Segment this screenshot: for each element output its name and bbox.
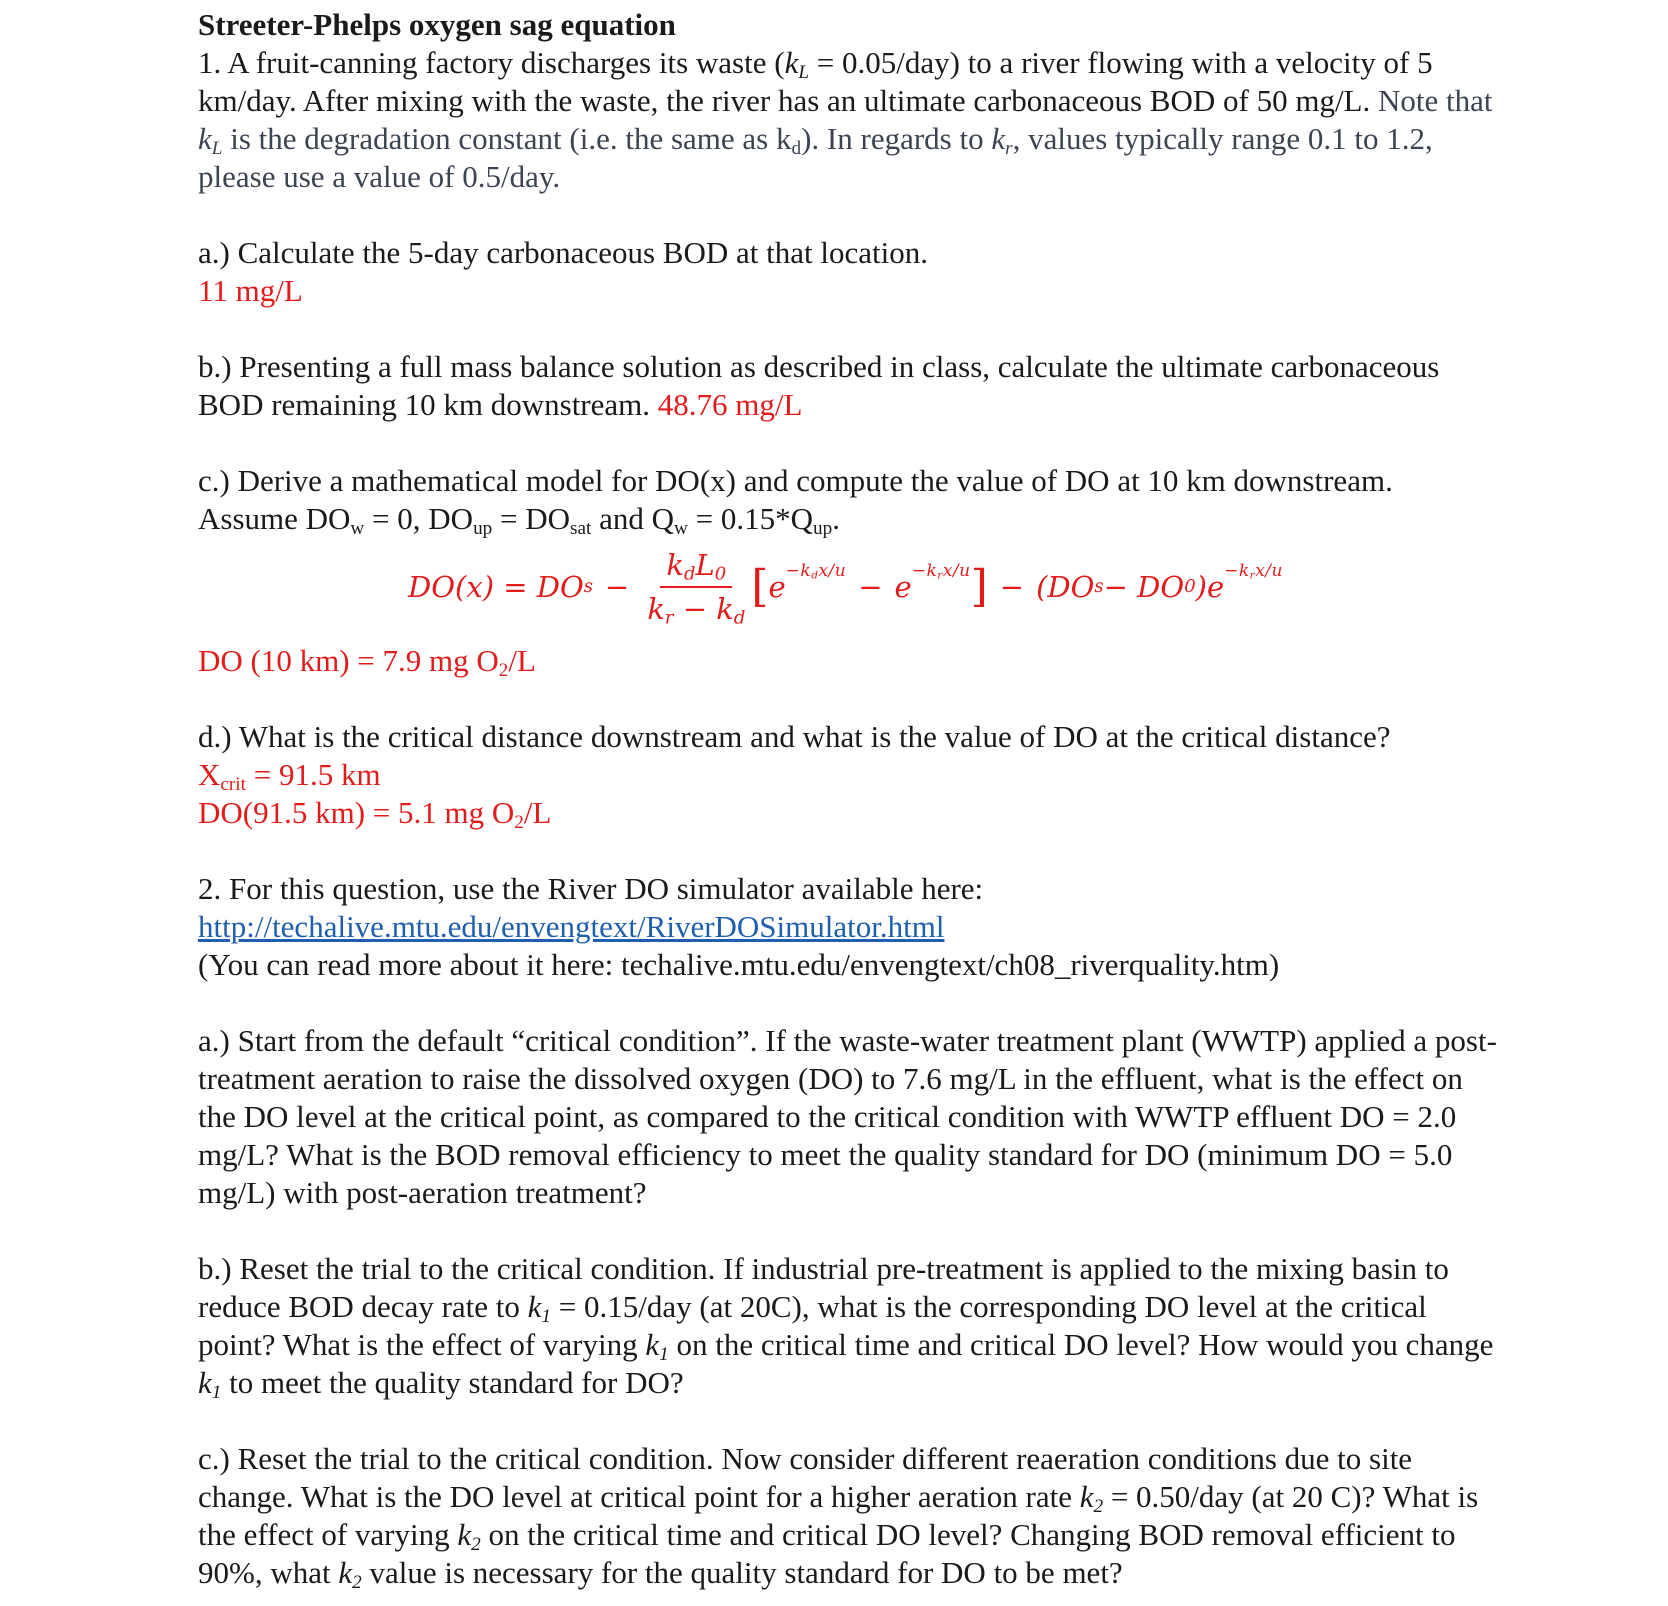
q1c-answer: DO (10 km) = 7.9 mg $O_2/L$ xyxy=(198,643,536,681)
q1b-question: b.) Presenting a full mass balance solution as described in class, calculate the ultimate carbonaceous BOD remaining 10 km downstream. 48.76 mg/L xyxy=(198,349,1440,422)
simulator-link[interactable]: http://techalive.mtu.edu/envengtext/RiverDOSimulator.html xyxy=(198,909,945,944)
q1a-question: a.) Calculate the 5-day carbonaceous BOD at that location. xyxy=(198,235,928,270)
q1a-answer: 11 mg/L xyxy=(198,273,303,308)
q2b-question: b.) Reset the trial to the critical condition. If industrial pre-treatment is applied to the mixing basin to reduce BOD decay rate to $k_1 = 0.15/day$ (at 20C), what is the corresponding DO level at the critical point? What is the effect of varying $k_1$ on the critical time and critical DO level? How would you change $k_1$ to meet the quality standard for DO? xyxy=(198,1251,1494,1403)
q1b-answer: 48.76 mg/L xyxy=(657,387,803,422)
do-equation: DO(x) = DO s − $\frac{k_dL_0}{k_r - k_d}$ [ e $-k_dx/u$ − e $-k_rx/u$ ] − (DO s − DO 0 )e $-k_rx/u$ xyxy=(408,548,1283,629)
q1d-question: d.) What is the critical distance downstream and what is the value of DO at the critical distance? xyxy=(198,719,1391,754)
q1d-answer-do: DO(91.5 km) = 5.1 mg $O_2/L$ xyxy=(198,795,552,833)
document-page xyxy=(198,6,1498,1592)
q2a-question: a.) Start from the default “critical condition”. If the waste-water treatment plant (WWTP) applied a post-treatment aeration to raise the dissolved oxygen (DO) to 7.6 mg/L in the effluent, what is the effect on the DO level at the critical point, as compared to the critical condition with WWTP effluent DO = 2.0 mg/L? What is the BOD removal efficiency to meet the quality standard for DO (minimum DO = 5.0 mg/L) with post-aeration treatment? xyxy=(198,1023,1497,1210)
q1-intro: 1. A fruit-canning factory discharges its waste $(k_L = 0.05/day)$ to a river flowing with a velocity of 5 km/day. After mixing with the waste, the river has an ultimate carbonaceous BOD of 50 mg/L. Note that $k_L$ is the degradation constant (i.e. the same as $k_d$). In regards to $k_r$, values typically range 0.1 to 1.2, please use a value of 0.5/day. xyxy=(198,45,1493,194)
q1c-question: c.) Derive a mathematical model for DO(x) and compute the value of DO at 10 km downstream. Assume $DO_w = 0$, $DO_{up} = DO_{sat}$ and $Q_w = 0.15*Q_{up}$. xyxy=(198,463,1393,539)
equation-fraction: $\frac{k_dL_0}{k_r - k_d}$ xyxy=(647,548,746,629)
page-title: Streeter-Phelps oxygen sag equation xyxy=(198,7,676,42)
q2-read-more: (You can read more about it here: techalive.mtu.edu/envengtext/ch08_riverquality.htm) xyxy=(198,947,1280,982)
q1d-answer-distance: $X_{crit} = 91.5$ km xyxy=(198,757,381,795)
q2-intro: 2. For this question, use the River DO simulator available here: xyxy=(198,871,984,906)
q2c-question: c.) Reset the trial to the critical condition. Now consider different reaeration conditions due to site change. What is the DO level at critical point for a higher aeration rate $k_2 = 0.50/day$ (at 20 C)? What is the effect of varying $k_2$ on the critical time and critical DO level? Changing BOD removal efficient to 90%, what $k_2$ value is necessary for the quality standard for DO to be met? xyxy=(198,1441,1479,1593)
